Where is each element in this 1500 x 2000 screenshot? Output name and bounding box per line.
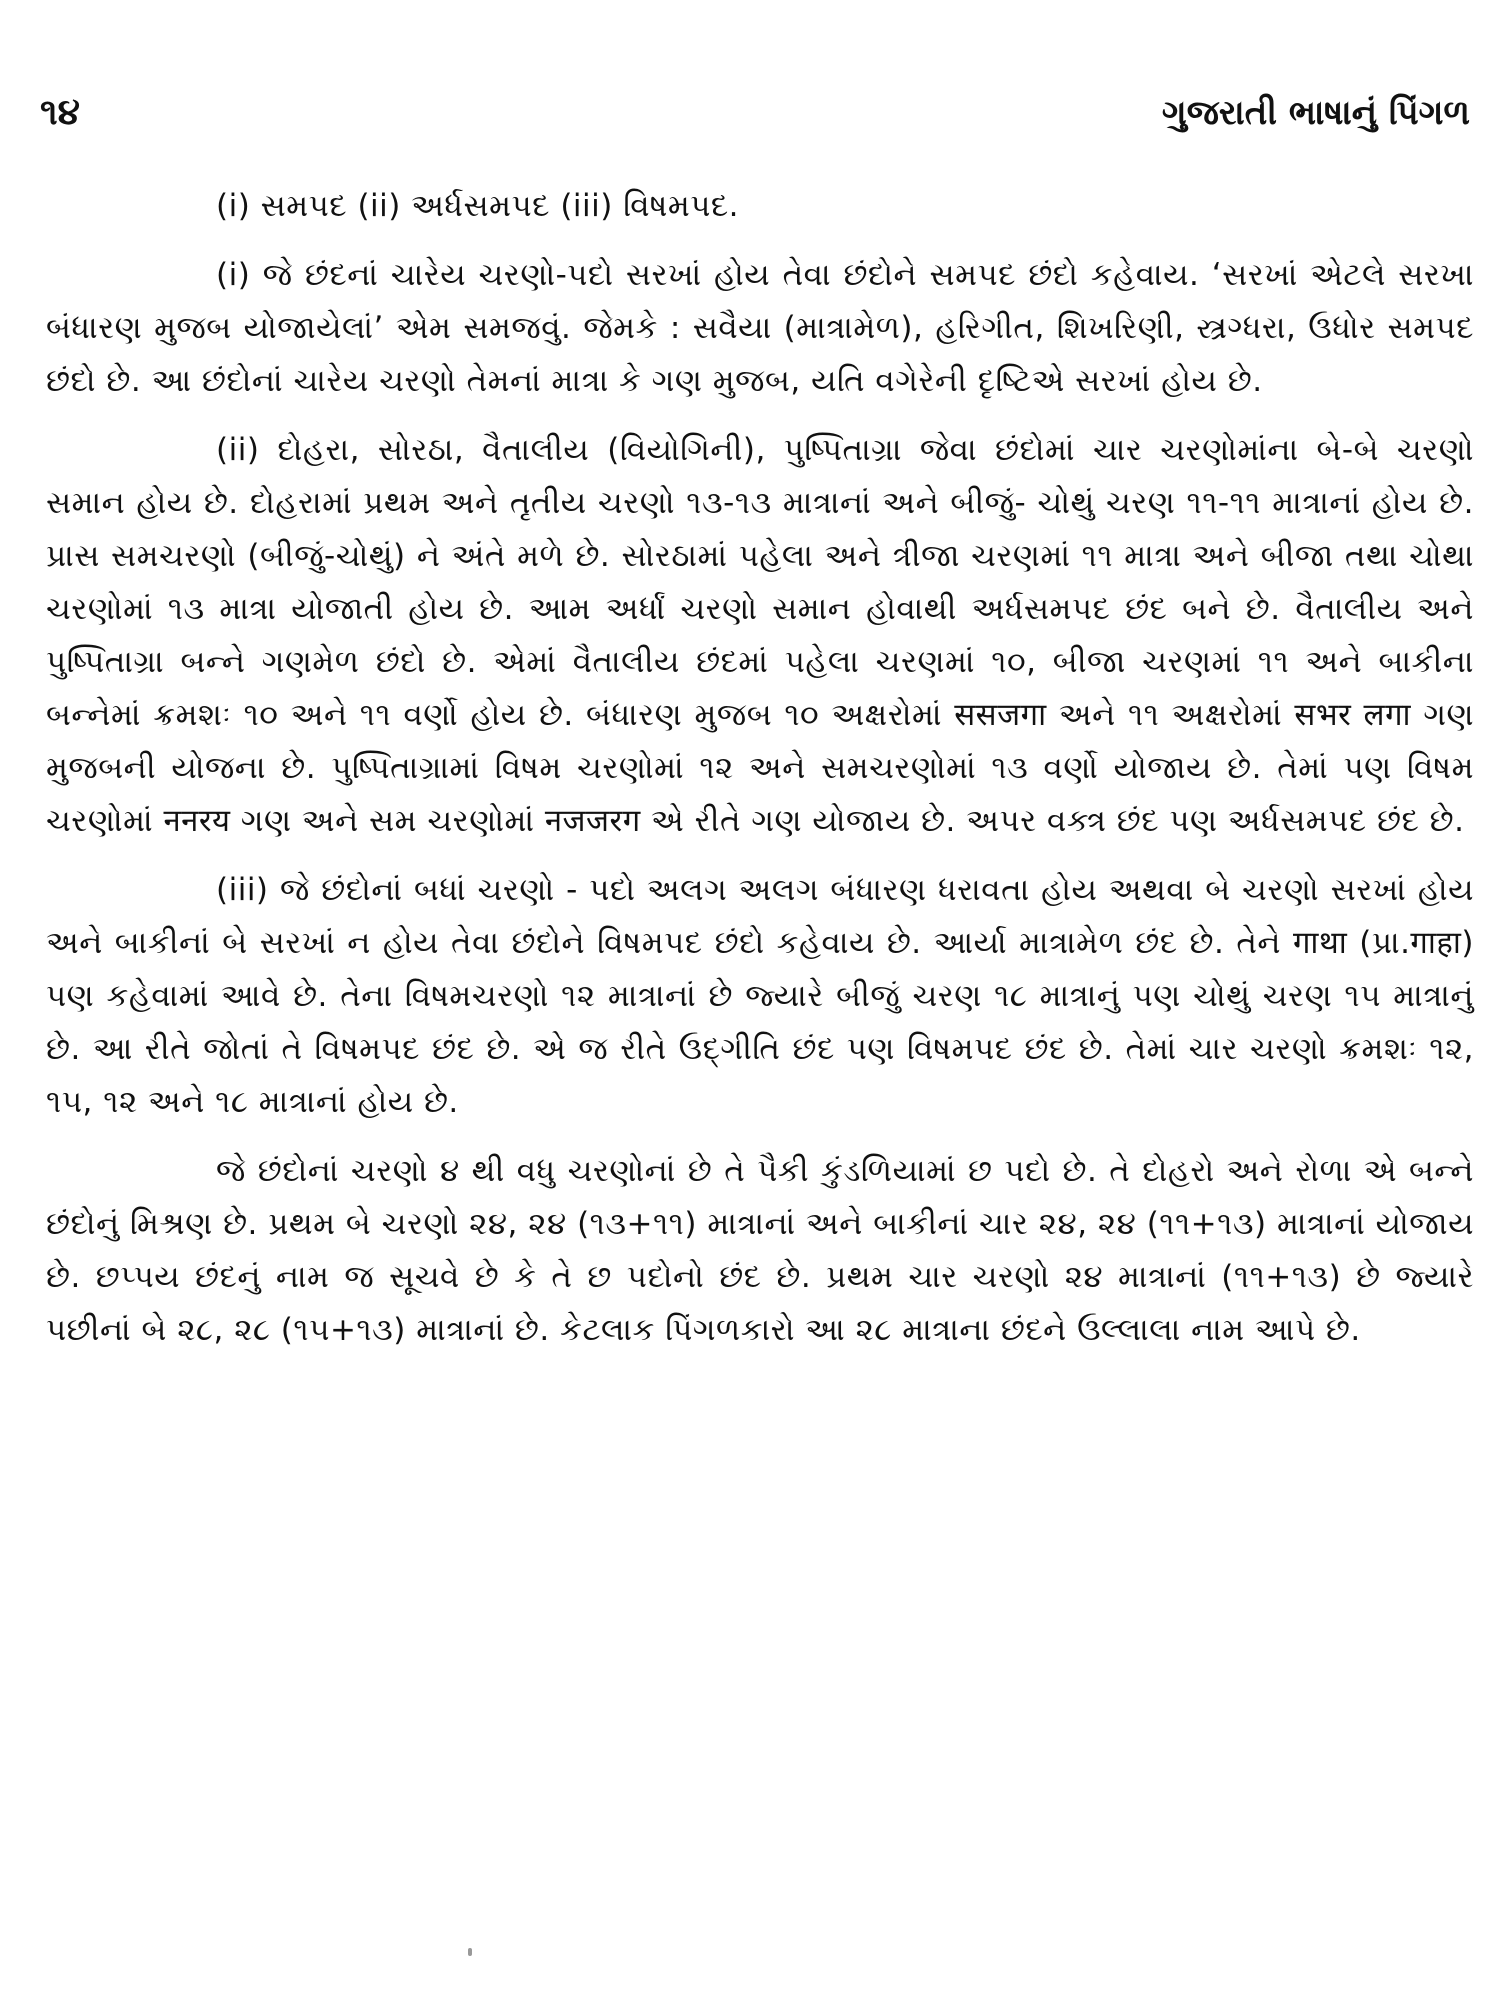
page-header [40, 88, 1470, 138]
running-title: ગુજરાતી ભાષાનું પિંગળ [1161, 93, 1470, 133]
paragraph-vishamapad: (iii) જે છંદોનાં બધાં ચરણો - પદો અલગ અલગ બંધારણ ધરાવતા હોય અથવા બે ચરણો સરખાં હોય અને બાકીનાં બે સરખાં ન હોય તેવા છંદોને વિષમપદ છંદો કહેવાય છે. આર્યા માત્રામેળ છંદ છે. તેને गाथा (પ્રા.गाहा) પણ કહેવામાં આવે છે. તેના વિષમચરણો ૧૨ માત્રાનાં છે જ્યારે બીજું ચરણ ૧૮ માત્રાનું પણ ચોથું ચરણ ૧૫ માત્રાનું છે. આ રીતે જોતાં તે વિષમપદ છંદ છે. એ જ રીતે ઉદ્‌ગીતિ છંદ પણ વિષમપદ છંદ છે. તેમાં ચાર ચરણો ક્રમશઃ ૧૨, ૧૫, ૧૨ અને ૧૮ માત્રાનાં હોય છે. [46, 872, 1474, 1120]
print-speck [468, 1948, 472, 1956]
page-body [46, 180, 1474, 1373]
paragraph-ardhasamapad: (ii) દોહરા, સોરઠા, વૈતાલીય (વિયોગિની), પુષ્પિતાગ્રા જેવા છંદોમાં ચાર ચરણોમાંના બે-બે ચરણો સમાન હોય છે. દોહરામાં પ્રથમ અને તૃતીય ચરણો ૧૩-૧૩ માત્રાનાં અને બીજું- ચોથું ચરણ ૧૧-૧૧ માત્રાનાં હોય છે. પ્રાસ સમચરણો (બીજું-ચોથું) ને અંતે મળે છે. સોરઠામાં પહેલા અને ત્રીજા ચરણમાં ૧૧ માત્રા અને બીજા તથા ચોથા ચરણોમાં ૧૩ માત્રા યોજાતી હોય છે. આમ અર્ધાં ચરણો સમાન હોવાથી અર્ધસમપદ છંદ બને છે. વૈતાલીય અને પુષ્પિતાગ્રા બન્ને ગણમેળ છંદો છે. એમાં વૈતાલીય છંદમાં પહેલા ચરણમાં ૧૦, બીજા ચરણમાં ૧૧ અને બાકીના બન્નેમાં ક્રમશઃ ૧૦ અને ૧૧ વર્ણો હોય છે. બંધારણ મુજબ ૧૦ અક્ષરોમાં ससजगा અને ૧૧ અક્ષરોમાં सभर लगा ગણ મુજબની યોજના છે. પુષ્પિતાગ્રામાં વિષમ ચરણોમાં ૧૨ અને સમચરણોમાં ૧૩ વર્ણો યોજાય છે. તેમાં પણ વિષમ ચરણોમાં ननरय ગણ અને સમ ચરણોમાં नजजरग એ રીતે ગણ યોજાય છે. અપર વક્ત્ર છંદ પણ અર્ધસમપદ છંદ છે. [46, 432, 1474, 839]
paragraph-types-list: (i) સમપદ (ii) અર્ધસમપદ (iii) વિષમપદ. [216, 188, 740, 224]
page-number: ૧૪ [40, 92, 80, 133]
paragraph-samapad: (i) જે છંદનાં ચારેય ચરણો-પદો સરખાં હોય તેવા છંદોને સમપદ છંદો કહેવાય. ‘સરખાં એટલે સરખા બંધારણ મુજબ યોજાયેલાં’ એમ સમજવું. જેમકે : સવૈયા (માત્રામેળ), હરિગીત, શિખરિણી, સ્ત્રગ્ધરા, ઉધોર સમપદ છંદો છે. આ છંદોનાં ચારેય ચરણો તેમનાં માત્રા કે ગણ મુજબ, યતિ વગેરેની દૃષ્ટિએ સરખાં હોય છે. [46, 257, 1474, 399]
paragraph-more-charans: જે છંદોનાં ચરણો ૪ થી વધુ ચરણોનાં છે તે પૈકી કુંડળિયામાં છ પદો છે. તે દોહરો અને રોળા એ બન્ને છંદોનું મિશ્રણ છે. પ્રથમ બે ચરણો ૨૪, ૨૪ (૧૩+૧૧) માત્રાનાં અને બાકીનાં ચાર ૨૪, ૨૪ (૧૧+૧૩) માત્રાનાં યોજાય છે. છપ્પય છંદનું નામ જ સૂચવે છે કે તે છ પદોનો છંદ છે. પ્રથમ ચાર ચરણો ૨૪ માત્રાનાં (૧૧+૧૩) છે જ્યારે પછીનાં બે ૨૮, ૨૮ (૧૫+૧૩) માત્રાનાં છે. કેટલાક પિંગળકારો આ ૨૮ માત્રાના છંદને ઉલ્લાલા નામ આપે છે. [46, 1153, 1474, 1348]
